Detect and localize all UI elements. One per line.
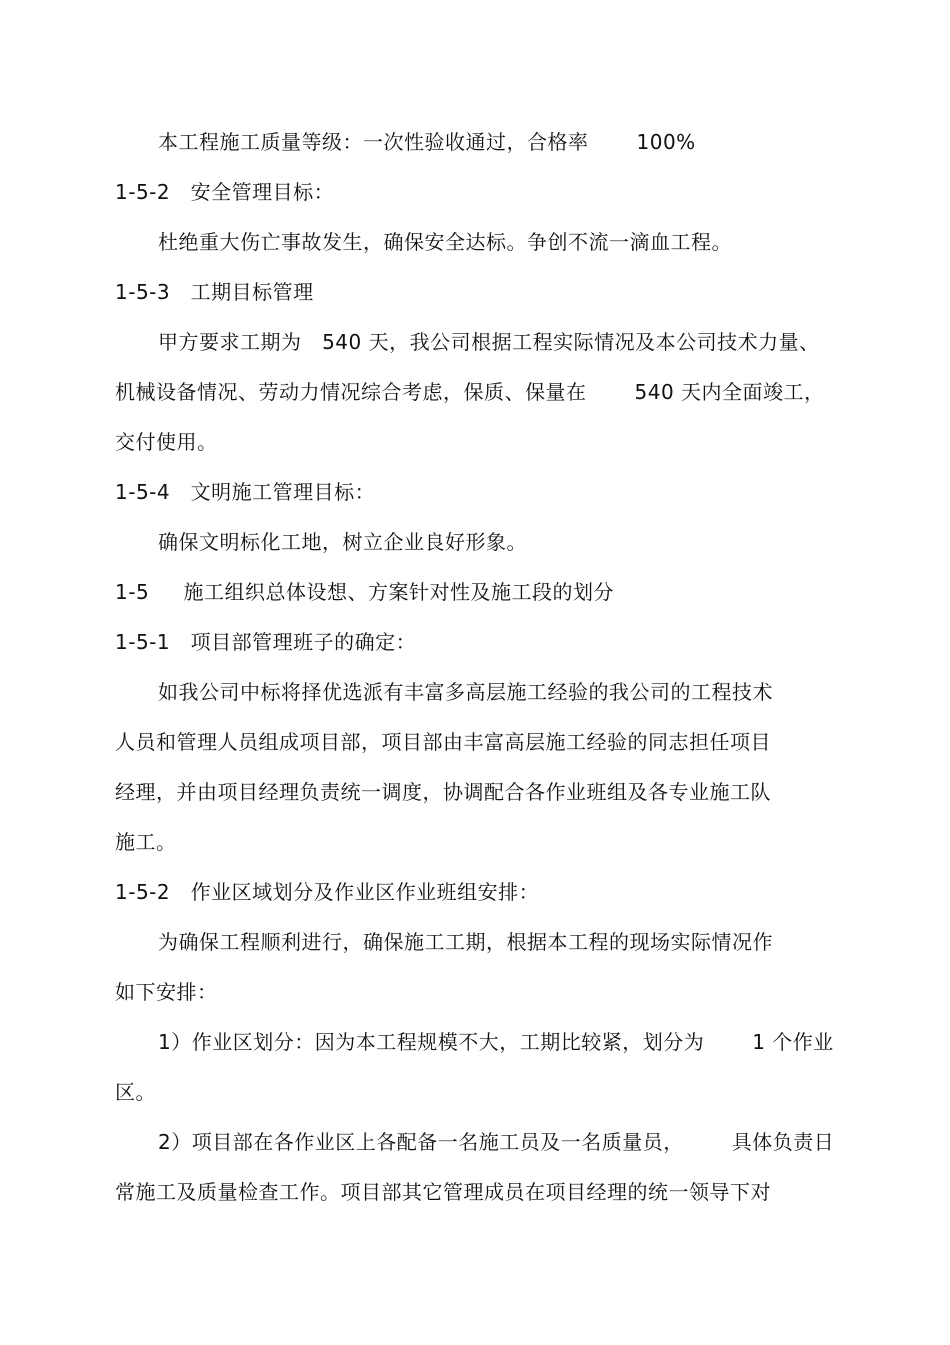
list-item-1-line-2: 区。 — [115, 1080, 156, 1104]
quality-grade-line: 本工程施工质量等级：一次性验收通过，合格率 100% — [158, 130, 696, 154]
list-item-2-line-2: 常施工及质量检查工作。项目部其它管理成员在项目经理的统一领导下对 — [115, 1180, 771, 1204]
team-paragraph-line-3: 经理，并由项目经理负责统一调度，协调配合各作业班组及各专业施工队 — [115, 780, 771, 804]
heading-1-5-4-civilized: 1-5-4 文明施工管理目标： — [115, 480, 376, 504]
schedule-paragraph-line-3: 交付使用。 — [115, 430, 218, 454]
heading-1-5-organization: 1-5 施工组织总体设想、方案针对性及施工段的划分 — [115, 580, 614, 604]
list-item-1-line-1: 1）作业区划分：因为本工程规模不大，工期比较紧，划分为 1 个作业 — [158, 1030, 834, 1054]
heading-1-5-2-safety: 1-5-2 安全管理目标： — [115, 180, 335, 204]
team-paragraph-line-2: 人员和管理人员组成项目部，项目部由丰富高层施工经验的同志担任项目 — [115, 730, 771, 754]
team-paragraph-line-1: 如我公司中标将择优选派有丰富多高层施工经验的我公司的工程技术 — [158, 680, 773, 704]
work-zone-paragraph-line-1: 为确保工程顺利进行，确保施工工期，根据本工程的现场实际情况作 — [158, 930, 773, 954]
heading-1-5-1-team: 1-5-1 项目部管理班子的确定： — [115, 630, 417, 654]
schedule-paragraph-line-1: 甲方要求工期为 540 天，我公司根据工程实际情况及本公司技术力量、 — [158, 330, 820, 354]
schedule-paragraph-line-2: 机械设备情况、劳动力情况综合考虑，保质、保量在 540 天内全面竣工， — [115, 380, 825, 404]
heading-1-5-2-work-zone: 1-5-2 作业区域划分及作业区作业班组安排： — [115, 880, 540, 904]
work-zone-paragraph-line-2: 如下安排： — [115, 980, 218, 1004]
list-item-2-line-1: 2）项目部在各作业区上各配备一名施工员及一名质量员， 具体负责日 — [158, 1130, 835, 1154]
team-paragraph-line-4: 施工。 — [115, 830, 177, 854]
safety-goal-line: 杜绝重大伤亡事故发生，确保安全达标。争创不流一滴血工程。 — [158, 230, 732, 254]
civilized-goal-line: 确保文明标化工地，树立企业良好形象。 — [158, 530, 527, 554]
heading-1-5-3-schedule: 1-5-3 工期目标管理 — [115, 280, 314, 304]
